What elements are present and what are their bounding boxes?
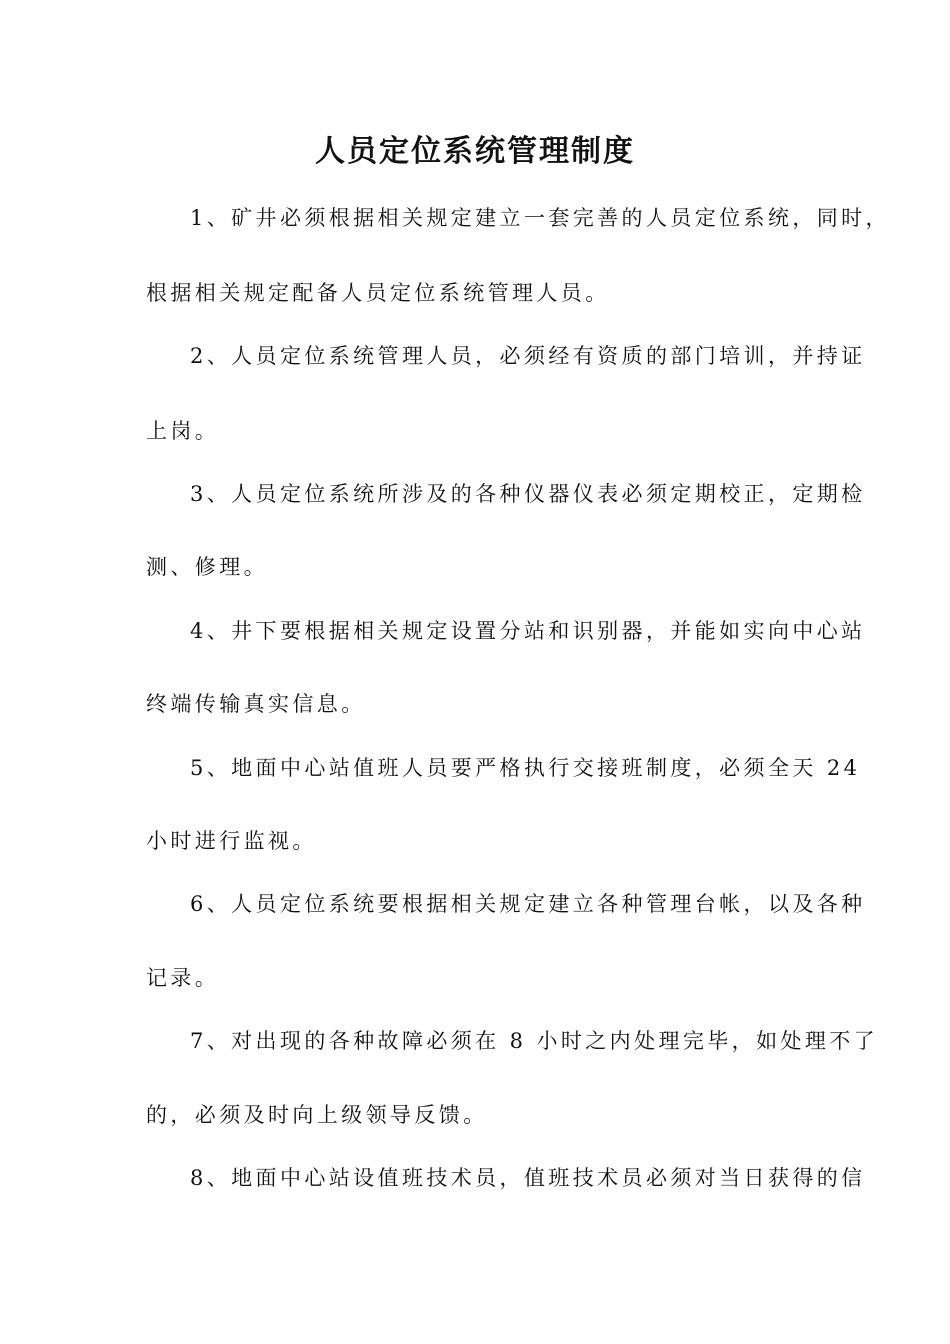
- document-title: 人员定位系统管理制度: [315, 134, 635, 169]
- item-2-line-2: 上岗。: [146, 419, 220, 443]
- item-3-line-2: 测、修理。: [146, 555, 268, 579]
- item-5-line-1: 5、地面中心站值班人员要严格执行交接班制度，必须全天 24: [190, 756, 861, 780]
- item-2-line-1: 2、人员定位系统管理人员，必须经有资质的部门培训，并持证: [190, 344, 866, 368]
- item-7-line-2: 的，必须及时向上级领导反馈。: [146, 1103, 488, 1127]
- item-6-line-2: 记录。: [146, 966, 220, 990]
- item-5-line-2: 小时进行监视。: [146, 829, 317, 853]
- item-7-line-1: 7、对出现的各种故障必须在 8 小时之内处理完毕，如处理不了: [190, 1029, 879, 1053]
- item-4-line-1: 4、井下要根据相关规定设置分站和识别器，并能如实向中心站: [190, 619, 866, 643]
- item-3-line-1: 3、人员定位系统所涉及的各种仪器仪表必须定期校正，定期检: [190, 482, 866, 506]
- item-6-line-1: 6、人员定位系统要根据相关规定建立各种管理台帐，以及各种: [190, 892, 866, 916]
- item-8-line-1: 8、地面中心站设值班技术员，值班技术员必须对当日获得的信: [190, 1166, 866, 1190]
- item-1-line-1: 1、矿井必须根据相关规定建立一套完善的人员定位系统，同时，: [190, 206, 890, 230]
- item-1-line-2: 根据相关规定配备人员定位系统管理人员。: [146, 281, 610, 305]
- item-4-line-2: 终端传输真实信息。: [146, 692, 366, 716]
